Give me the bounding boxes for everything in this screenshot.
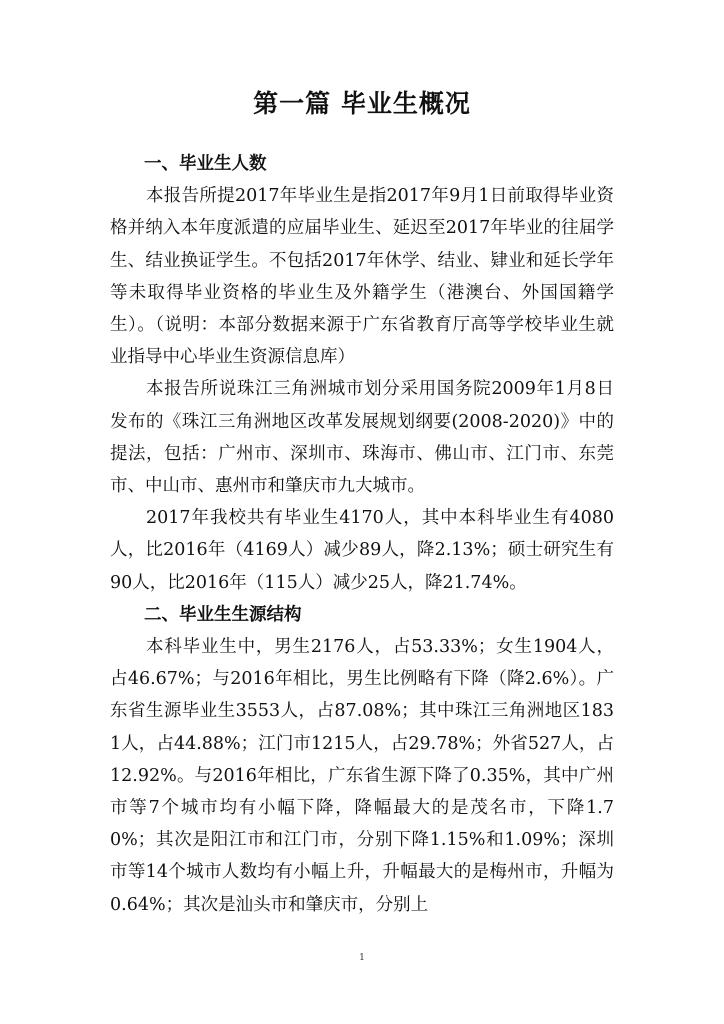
paragraph-source-structure: 本科毕业生中，男生2176人，占53.33%；女生1904人，占46.67%；与2016年相比，男生比例略有下降（降2.6%）。广东省生源毕业生3553人，占87.08%；其中珠江三角洲地区1831人，占44.88%；江门市1215人，占29.78%；外省527人，占12.92%。与2016年相比，广东省生源下降了0.35%，其中广州市等7个城市均有小幅下降，降幅最大的是茂名市，下降1.70%；其次是阳江市和江门市，分别下降1.15%和1.09%；深圳市等14个城市人数均有小幅上升，升幅最大的是梅州市，升幅为0.64%；其次是汕头市和肇庆市，分别上 — [110, 637, 614, 915]
paragraph-prd-cities: 本报告所说珠江三角洲城市划分采用国务院2009年1月8日发布的《珠江三角洲地区改革发展规划纲要(2008-2020)》中的提法，包括：广州市、深圳市、珠海市、佛山市、江门市、东莞市、中山市、惠州市和肇庆市九大城市。 — [110, 379, 614, 497]
document-body — [110, 148, 614, 921]
paragraph-graduate-totals: 2017年我校共有毕业生4170人，其中本科毕业生有4080人，比2016年（4169人）减少89人，降2.13%；硕士研究生有90人，比2016年（115人）减少25人，降21.74%。 — [110, 508, 614, 593]
paragraph-definition: 本报告所提2017年毕业生是指2017年9月1日前取得毕业资格并纳入本年度派遣的应届毕业生、延迟至2017年毕业的往届学生、结业换证学生。不包括2017年休学、结业、肄业和延长学年等未取得毕业资格的毕业生及外籍学生（港澳台、外国国籍学生）。（说明：本部分数据来源于广东省教育厅高等学校毕业生就业指导中心毕业生资源信息库） — [110, 186, 614, 368]
section-heading-graduate-count: 一、毕业生人数 — [144, 154, 267, 174]
section-heading-source-structure: 二、毕业生生源结构 — [144, 604, 302, 625]
page-number: 1 — [359, 953, 365, 963]
chapter-title: 第一篇 毕业生概况 — [253, 89, 471, 118]
